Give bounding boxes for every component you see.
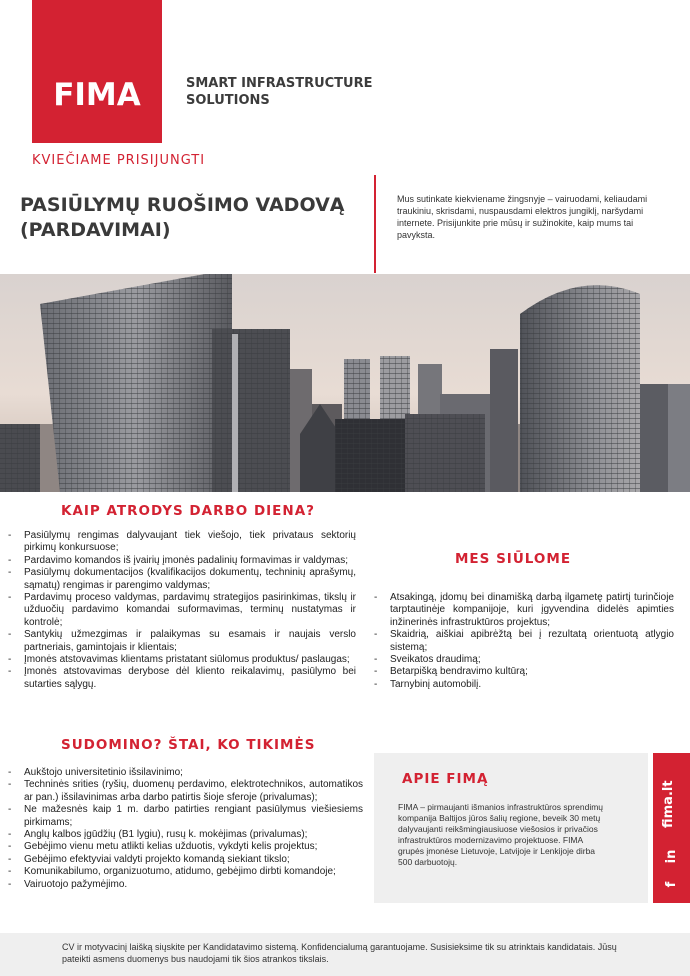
header-divider — [374, 175, 376, 273]
invite-label: KVIEČIAME PRISIJUNGTI — [32, 153, 206, 168]
list-item: - Techninės srities (ryšių, duomenų perdavimo, elektrotechnikos, automatikos ar pan.) išsilavinimas arba darbo patirtis šioje sferoje (privalumas); — [8, 779, 363, 804]
intro-text: Mus sutinkate kiekviename žingsnyje – vairuodami, keliaudami traukiniu, skrisdami, nuspausdami elektros jungiklį, naršydami internete. Prisijunkite prie mūsų ir sužinokite, kaip mums tai pavyksta. — [397, 194, 648, 240]
list-item: - Anglų kalbos įgūdžių (B1 lygiu), rusų k. mokėjimas (privalumas); — [8, 829, 363, 841]
company-tagline: SMART INFRASTRUCTURE SOLUTIONS — [186, 76, 373, 108]
expect-list — [8, 767, 363, 891]
about-heading: APIE FIMĄ — [402, 771, 489, 787]
list-item: - Santykių užmezgimas ir palaikymas su esamais ir naujais verslo partneriais, gamintojais ir klientais; — [8, 629, 356, 654]
list-item: - Atsakingą, įdomų bei dinamišką darbą ilgametę patirtį turinčioje tarptautinėje kompanijoje, kuri įgyvendina didelės apimties inžinerinės infrastruktūros projektus; — [374, 592, 674, 629]
list-item: - Sveikatos draudimą; — [374, 654, 674, 666]
workday-heading: KAIP ATRODYS DARBO DIENA? — [61, 503, 315, 519]
linkedin-icon[interactable]: in — [664, 849, 679, 864]
list-item: - Pasiūlymų dokumentacijos (kvalifikacijos dokumentų, techninių aprašymų, sąmatų) rengimas ir parengimo valdymas; — [8, 567, 356, 592]
list-item: - Pardavimo komandos iš įvairių įmonės padalinių formavimas ir valdymas; — [8, 555, 356, 567]
list-item: - Komunikabilumo, organizuotumo, atidumo, gebėjimo dirbti komandoje; — [8, 866, 363, 878]
logo-text: FIMA — [53, 77, 141, 113]
list-item: - Gebėjimo vienu metu atlikti kelias užduotis, vykdyti kelis projektus; — [8, 841, 363, 853]
list-item: - Aukštojo universitetinio išsilavinimo; — [8, 767, 363, 779]
list-item: - Pardavimų proceso valdymas, pardavimų strategijos pasirinkimas, tikslų ir užduočių pardavimo komandai suformavimas, terminų nustatymas ir kontrolė; — [8, 592, 356, 629]
list-item: - Gebėjimo efektyviai valdyti projekto komandą siekiant tikslo; — [8, 854, 363, 866]
list-item: - Įmonės atstovavimas klientams pristatant siūlomus produktus/ paslaugas; — [8, 654, 356, 666]
footer-text: CV ir motyvacinį laišką siųskite per Kandidatavimo sistemą. Konfidencialumą garantuojame. Susisieksime tik su atrinktais kandidatais. Jūsų pateikti asmens duomenys bus naudojami tik šios atrankos tikslais. — [62, 942, 617, 964]
list-item: - Betarpišką bendravimo kultūrą; — [374, 666, 674, 678]
fima-logo — [32, 0, 162, 143]
footer — [0, 933, 690, 976]
workday-list — [8, 530, 356, 691]
offer-list — [374, 592, 674, 691]
website-link[interactable]: fima.lt — [661, 780, 676, 828]
list-item: - Pasiūlymų rengimas dalyvaujant tiek viešojo, tiek privataus sektorių pirkimų konkursuose; — [8, 530, 356, 555]
facebook-icon[interactable]: f — [664, 881, 679, 888]
list-item: - Tarnybinį automobilį. — [374, 679, 674, 691]
about-box — [374, 753, 648, 903]
list-item: - Ne mažesnės kaip 1 m. darbo patirties rengiant pasiūlymus viešiesiems pirkimams; — [8, 804, 363, 829]
list-item: - Įmonės atstovavimas derybose dėl kliento reikalavimų, pasiūlymo bei sutarties sąlygų. — [8, 666, 356, 691]
about-text: FIMA – pirmaujanti išmanios infrastruktūros sprendimų kompanija Baltijos jūros šalių regione, beveik 30 metų dalyvaujanti reikšmingiausiuose viešosios ir privačios infrastruktūros modernizavimo projektuose. FIMA grupės įmonėse Lietuvoje, Latvijoje ir Lenkijoje dirba 500 darbuotojų. — [398, 802, 604, 867]
list-item: - Skaidrią, aiškiai apibrėžtą bei į rezultatą orientuotą atlygio sistemą; — [374, 629, 674, 654]
cityscape-photo — [0, 274, 690, 492]
offer-heading: MES SIŪLOME — [455, 551, 572, 567]
social-sidebar — [653, 753, 690, 903]
job-title: PASIŪLYMŲ RUOŠIMO VADOVĄ (PARDAVIMAI) — [20, 194, 345, 241]
list-item: - Vairuotojo pažymėjimo. — [8, 879, 363, 891]
expect-heading: SUDOMINO? ŠTAI, KO TIKIMĖS — [61, 737, 316, 753]
